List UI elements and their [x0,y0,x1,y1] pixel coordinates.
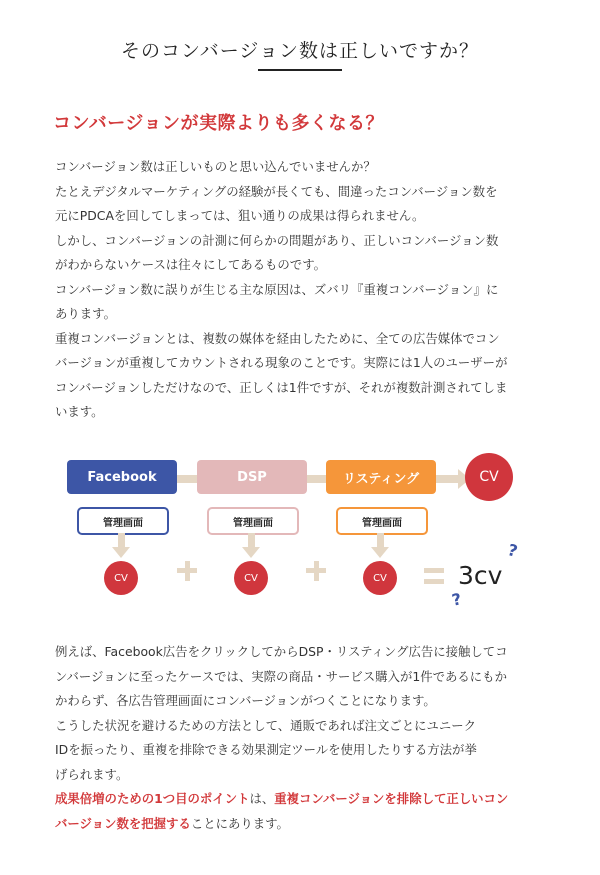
text-line: IDを振ったり、重複を排除できる効果測定ツールを使用したりする方法が挙 [55,742,477,757]
text-line: 例えば、Facebook広告をクリックしてからDSP・リスティング広告に接触してコ [55,644,508,659]
text-line: います。 [55,404,104,419]
text-line: しかし、コンバージョンの計測に何らかの問題があり、正しいコンバージョン数 [55,232,499,248]
text-line: かわらず、各広告管理画面にコンバージョンがつくことになります。 [55,693,436,708]
plus-icon [177,561,197,581]
question-mark-icon: ? [505,540,520,561]
admin-panel-facebook: 管理画面 [77,507,169,535]
admin-panel-dsp: 管理画面 [207,507,299,535]
media-dsp: DSP [197,460,307,494]
text-line: げられます。 [55,766,129,782]
equals-icon [424,568,444,584]
conversion-circle: CV [465,453,513,501]
duplicate-conversion-diagram [60,450,540,610]
highlight-connector: は、 [249,791,275,806]
text-line: あります。 [55,306,116,321]
text-line: こうした状況を避けるための方法として、通販であれば注文ごとにユニーク [55,717,477,733]
intro-paragraph [55,155,555,425]
highlight-key-message: 重複コンバージョンを排除して正しいコン [274,791,509,806]
down-arrow-icon [371,547,389,558]
text-line: コンバージョン数に誤りが生じる主な原因は、ズバリ『重複コンバージョン』に [55,281,499,297]
highlight-key-message: バージョン数を把握する [55,815,191,831]
text-line: がわからないケースは往々にしてあるものです。 [55,257,326,272]
down-arrow-icon [112,547,130,558]
text-line: バージョンが重複してカウントされる現象のことです。実際には1人のユーザーが [55,355,508,370]
body-paragraph [55,640,555,836]
plus-icon [306,561,326,581]
cv-count-dsp: CV [234,561,268,595]
highlight-line [55,787,555,812]
title-underline [258,69,342,71]
text-line: 重複コンバージョンとは、複数の媒体を経由したために、全ての広告媒体でコン [55,330,500,346]
media-listing: リスティング [326,460,436,494]
down-arrow-icon [242,547,260,558]
cv-count-listing: CV [363,561,397,595]
text-line: ンバージョンに至ったケースでは、実際の商品・サービス購入が1件であるにもか [55,668,507,684]
text-line: コンバージョンしただけなので、正しくは1件ですが、それが複数計測されてしま [55,379,508,395]
text-line: たとえデジタルマーケティングの経験が長くても、間違ったコンバージョン数を [55,183,498,199]
section-heading: コンバージョンが実際よりも多くなる？ [53,113,385,134]
highlight-point: 成果倍増のための1つ目のポイント [55,791,250,806]
media-facebook: Facebook [67,460,177,494]
admin-panel-listing: 管理画面 [336,507,428,535]
text-line: 元にPDCAを回してしまっては、狙い通りの成果は得られません。 [55,208,425,223]
highlight-ending: ことにあります。 [190,815,289,831]
highlight-line [55,812,555,837]
total-cv: 3cv [458,561,503,590]
text-line: コンバージョン数は正しいものと思い込んでいませんか？ [55,159,376,174]
cv-count-facebook: CV [104,561,138,595]
question-mark-icon: ? [450,589,464,610]
page-title: そのコンバージョン数は正しいですか？ [121,40,479,62]
